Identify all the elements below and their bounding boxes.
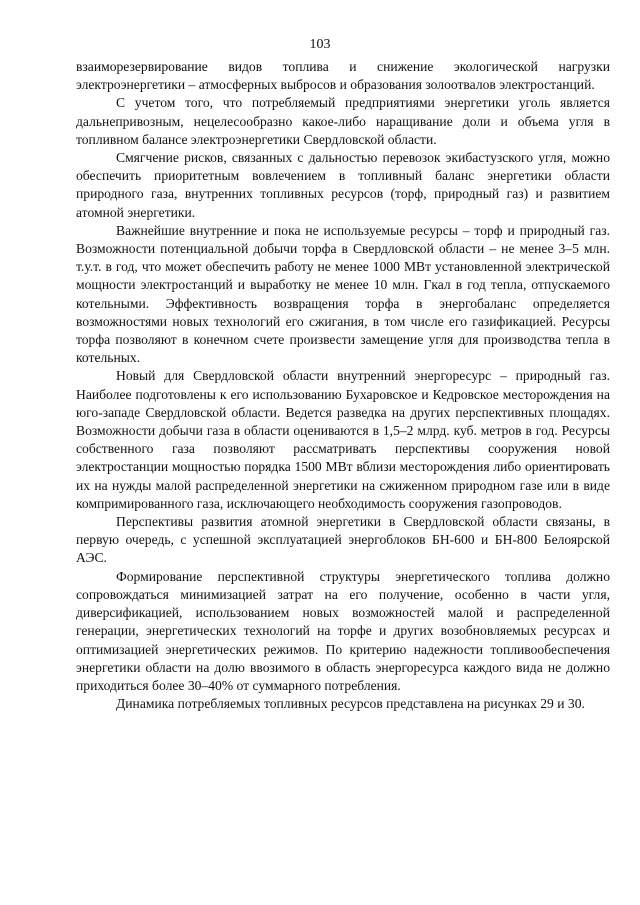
paragraph: Динамика потребляемых топливных ресурсов представлена на рисунках 29 и 30. [116,696,585,712]
paragraph-continuation: взаиморезервирование видов топлива и снижение экологической нагрузки электроэнергетики – атмосферных выбросов и образования золоотвалов электростанций. [76,59,610,93]
paragraph: Важнейшие внутренние и пока не используемые ресурсы – торф и природный газ. Возможности потенциальной добычи торфа в Свердловской области – не менее 3–5 млн. т.у.т. в год, что может обеспечить работу не менее 1000 МВт установленной электрической мощности электростанций и выработку не менее 10 млн. Гкал в год тепла, отпускаемого котельными. Эффективность возвращения торфа в энергобаланс определяется возможностями новых технологий его сжигания, в том числе его газификацией. Ресурсы торфа позволяют в конечном счете произвести замещение угля для производства тепла в котельных. [76,222,610,366]
paragraph: Новый для Свердловской области внутренний энергоресурс – природный газ. Наиболее подготовлены к его использованию Бухаровское и Кедровское месторождения на юго-западе Свердловской области. Ведется разведка на других перспективных площадях. Возможности добычи газа в области оцениваются в 1,5–2 млрд. куб. метров в год. Ресурсы собственного газа позволяют рассматривать перспективы сооружения новой электростанции мощностью порядка 1500 МВт вблизи месторождения либо ориентировать их на нужды малой распределенной энергетики на сжиженном природном газе или в виде компримированного газа, исключающего необходимость сооружения газопроводов. [76,368,610,511]
page-number: 103 [309,37,331,52]
paragraph: С учетом того, что потребляемый предприятиями энергетики уголь является дальнепривозным, нецелесообразно какое-либо наращивание доли и объема угля в топливном балансе электроэнергетики Свердловской области. [76,95,610,147]
paragraph: Смягчение рисков, связанных с дальностью перевозок экибастузского угля, можно обеспечить приоритетным вовлечением в топливный баланс энергетики области природного газа, внутренних топливных ресурсов (торф, природный газ) и развитием атомной энергетики. [76,150,610,220]
paragraph: Формирование перспективной структуры энергетического топлива должно сопровождаться минимизацией затрат на его получение, особенно в части угля, диверсификацией, использованием новых возможностей малой и распределенной генерации, энергетических технологий на торфе и других возобновляемых ресурсах и оптимизацией энергетических режимов. По критерию надежности топливообеспечения энергетики области на долю ввозимого в область энергоресурса каждого вида не должно приходиться более 30–40% от суммарного потребления. [76,568,610,693]
body-text [76,58,610,713]
paragraph: Перспективы развития атомной энергетики в Свердловской области связаны, в первую очередь, с успешной эксплуатацией энергоблоков БН-600 и БН-800 Белоярской АЭС. [76,514,610,566]
